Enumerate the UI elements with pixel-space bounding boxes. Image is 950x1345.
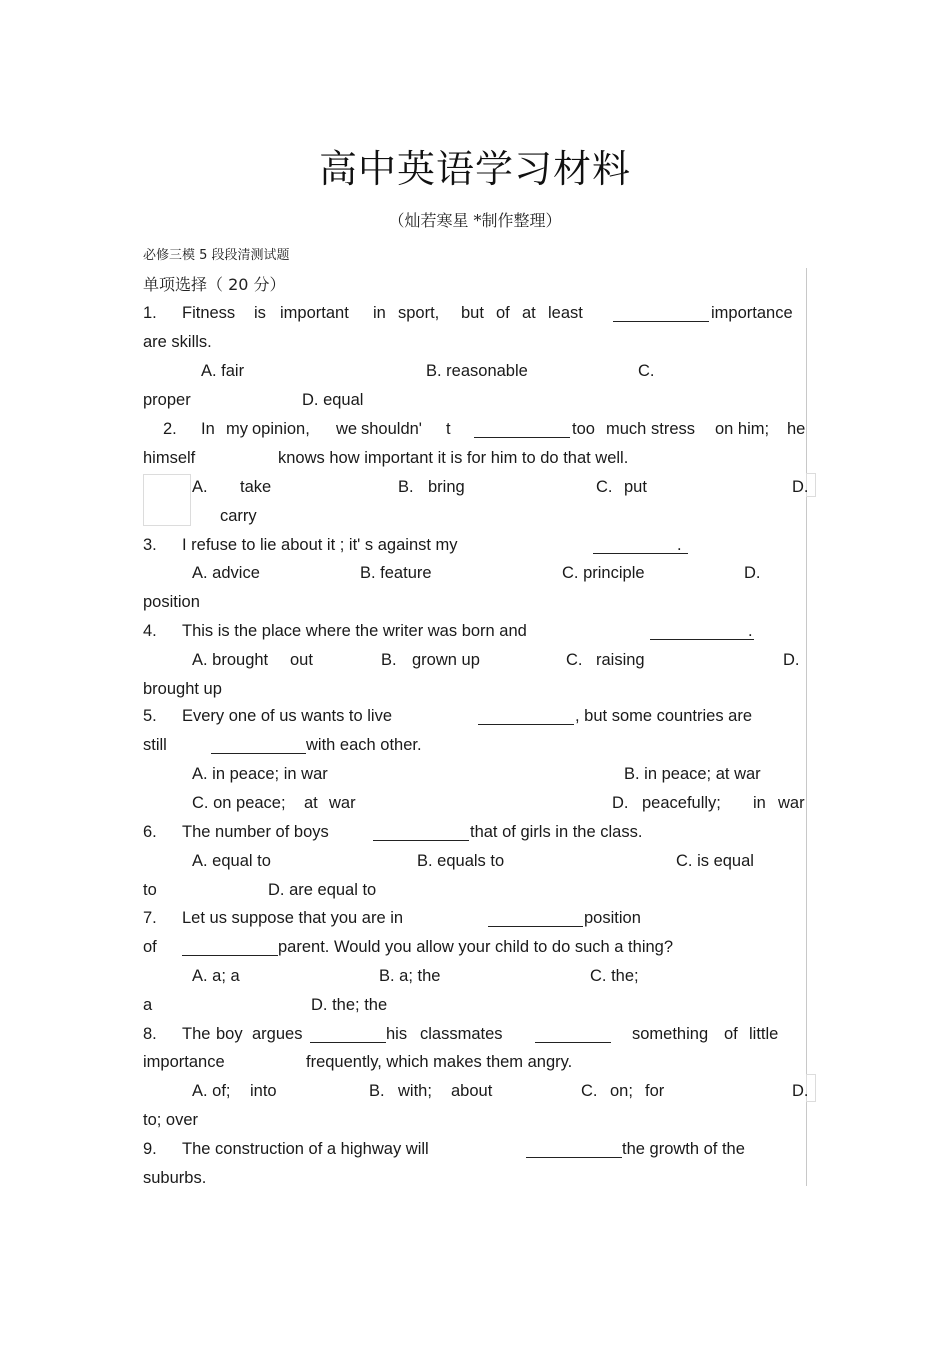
question-word: argues: [252, 1025, 303, 1043]
question-text: with each other.: [306, 736, 422, 754]
answer-blank: [488, 911, 583, 927]
answer-blank: [526, 1142, 622, 1158]
question-word: still: [143, 736, 167, 754]
test-caption: 必修三模 5 段段清测试题: [143, 248, 290, 263]
option-b: B. feature: [360, 564, 432, 582]
option-c: C. the;: [590, 967, 639, 985]
option-c: C. on peace;: [192, 794, 286, 812]
answer-blank: [613, 306, 709, 322]
question-text: frequently, which makes them angry.: [306, 1053, 573, 1071]
question-word: at: [522, 304, 536, 322]
option-b-text: grown up: [412, 651, 480, 669]
option-c-text: at: [304, 794, 318, 812]
option-d-text: brought up: [143, 680, 222, 698]
answer-blank: [593, 538, 688, 554]
option-box: [143, 474, 191, 526]
question-word: too: [572, 420, 595, 438]
question-word: his: [386, 1025, 408, 1043]
answer-blank: [182, 940, 278, 956]
option-d: D. equal: [302, 391, 364, 409]
question-word: importance: [711, 304, 793, 322]
section-heading: 单项选择（ 20 分）: [143, 275, 286, 294]
option-d-text: to; over: [143, 1111, 199, 1129]
option-c: C. is equal: [676, 852, 754, 870]
option-b-text: bring: [428, 478, 465, 496]
answer-blank: [310, 1027, 386, 1043]
answer-blank: [474, 422, 570, 438]
question-word: himself: [143, 449, 196, 467]
question-number: 7.: [143, 909, 157, 927]
question-word: in: [373, 304, 386, 322]
option-a-text: take: [240, 478, 272, 496]
option-d: D.: [612, 794, 629, 812]
option-b: B.: [369, 1082, 385, 1100]
option-d: D.: [783, 651, 800, 669]
option-b: B.: [381, 651, 397, 669]
option-d-text: in: [753, 794, 766, 812]
question-word: sport,: [398, 304, 440, 322]
question-word: much: [606, 420, 647, 438]
option-c: C.: [566, 651, 583, 669]
question-word: of: [724, 1025, 738, 1043]
question-text: position: [584, 909, 641, 927]
question-number: 6.: [143, 823, 157, 841]
option-c-text: put: [624, 478, 647, 496]
question-word: The: [182, 1025, 211, 1043]
question-number: 2.: [163, 420, 177, 438]
question-word: t: [446, 420, 451, 438]
option-c: C.: [638, 362, 655, 380]
option-b: B.: [398, 478, 414, 496]
page-title: 高中英语学习材料: [318, 147, 631, 191]
question-word: stress: [651, 420, 696, 438]
option-a: A. advice: [192, 564, 260, 582]
question-number: 1.: [143, 304, 157, 322]
option-b: B. reasonable: [426, 362, 528, 380]
option-a: A. of;: [192, 1082, 231, 1100]
question-text: the growth of the: [622, 1140, 745, 1158]
option-a: A.: [192, 478, 208, 496]
question-word: we: [336, 420, 358, 438]
question-word: little: [749, 1025, 779, 1043]
option-b: B. in peace; at war: [624, 765, 761, 783]
page-margin-rule: [806, 268, 807, 1186]
option-d-text: carry: [220, 507, 257, 525]
option-d-text: peacefully;: [642, 794, 721, 812]
question-number: 9.: [143, 1140, 157, 1158]
option-b: B. equals to: [417, 852, 505, 870]
question-punct: .: [748, 622, 753, 640]
question-word: In: [201, 420, 215, 438]
answer-blank: [650, 624, 754, 640]
question-number: 4.: [143, 622, 157, 640]
question-word: of: [496, 304, 510, 322]
question-text: that of girls in the class.: [470, 823, 643, 841]
question-text: Every one of us wants to live: [182, 707, 393, 725]
question-number: 5.: [143, 707, 157, 725]
option-c-text: for: [645, 1082, 665, 1100]
option-a: A. equal to: [192, 852, 271, 870]
option-d: D.: [744, 564, 761, 582]
question-text: I refuse to lie about it ; it' s against my: [182, 536, 458, 554]
question-word: something: [632, 1025, 709, 1043]
question-word: shouldn': [361, 420, 422, 438]
option-d: D. are equal to: [268, 881, 377, 899]
question-word: he: [787, 420, 806, 438]
answer-blank: [478, 709, 574, 725]
option-c-text: to: [143, 881, 157, 899]
option-a-text: into: [250, 1082, 277, 1100]
question-word: important: [280, 304, 349, 322]
option-c: C.: [581, 1082, 598, 1100]
option-c-text: a: [143, 996, 153, 1014]
option-a: A. brought: [192, 651, 269, 669]
option-c-text: on;: [610, 1082, 633, 1100]
question-word: are skills.: [143, 333, 212, 351]
question-word: boy: [216, 1025, 243, 1043]
question-word: on him;: [715, 420, 770, 438]
option-d-text: war: [778, 794, 805, 812]
question-word: Fitness: [182, 304, 236, 322]
option-c-text: proper: [143, 391, 191, 409]
question-word: is: [254, 304, 266, 322]
answer-blank: [211, 738, 306, 754]
option-b-text: about: [451, 1082, 493, 1100]
question-word: knows how important it is for him to do that well.: [278, 449, 629, 467]
option-d: D. the; the: [311, 996, 388, 1014]
question-text: suburbs.: [143, 1169, 207, 1187]
option-d: D.: [792, 478, 809, 496]
question-number: 8.: [143, 1025, 157, 1043]
option-c-text: war: [329, 794, 356, 812]
answer-blank: [373, 825, 469, 841]
question-number: 3.: [143, 536, 157, 554]
option-c-text: raising: [596, 651, 645, 669]
answer-blank: [535, 1027, 611, 1043]
question-punct: .: [677, 536, 682, 554]
question-word: but: [461, 304, 484, 322]
option-b-text: with;: [398, 1082, 432, 1100]
option-d: D.: [792, 1082, 809, 1100]
option-a: A. fair: [201, 362, 245, 380]
option-b: B. a; the: [379, 967, 441, 985]
option-a: A. in peace; in war: [192, 765, 328, 783]
question-word: classmates: [420, 1025, 503, 1043]
question-text: The number of boys: [182, 823, 329, 841]
question-text: This is the place where the writer was born and: [182, 622, 527, 640]
question-word: opinion,: [252, 420, 310, 438]
question-word: of: [143, 938, 157, 956]
question-word: importance: [143, 1053, 225, 1071]
option-a: A. a; a: [192, 967, 240, 985]
question-text: The construction of a highway will: [182, 1140, 429, 1158]
option-d-text: position: [143, 593, 200, 611]
question-word: my: [226, 420, 248, 438]
option-c: C. principle: [562, 564, 645, 582]
option-c: C.: [596, 478, 613, 496]
question-text: parent. Would you allow your child to do such a thing?: [278, 938, 674, 956]
question-text: , but some countries are: [575, 707, 753, 725]
question-text: Let us suppose that you are in: [182, 909, 404, 927]
page-subtitle: （灿若寒星 *制作整理）: [388, 211, 562, 230]
option-a-text: out: [290, 651, 313, 669]
question-word: least: [548, 304, 583, 322]
